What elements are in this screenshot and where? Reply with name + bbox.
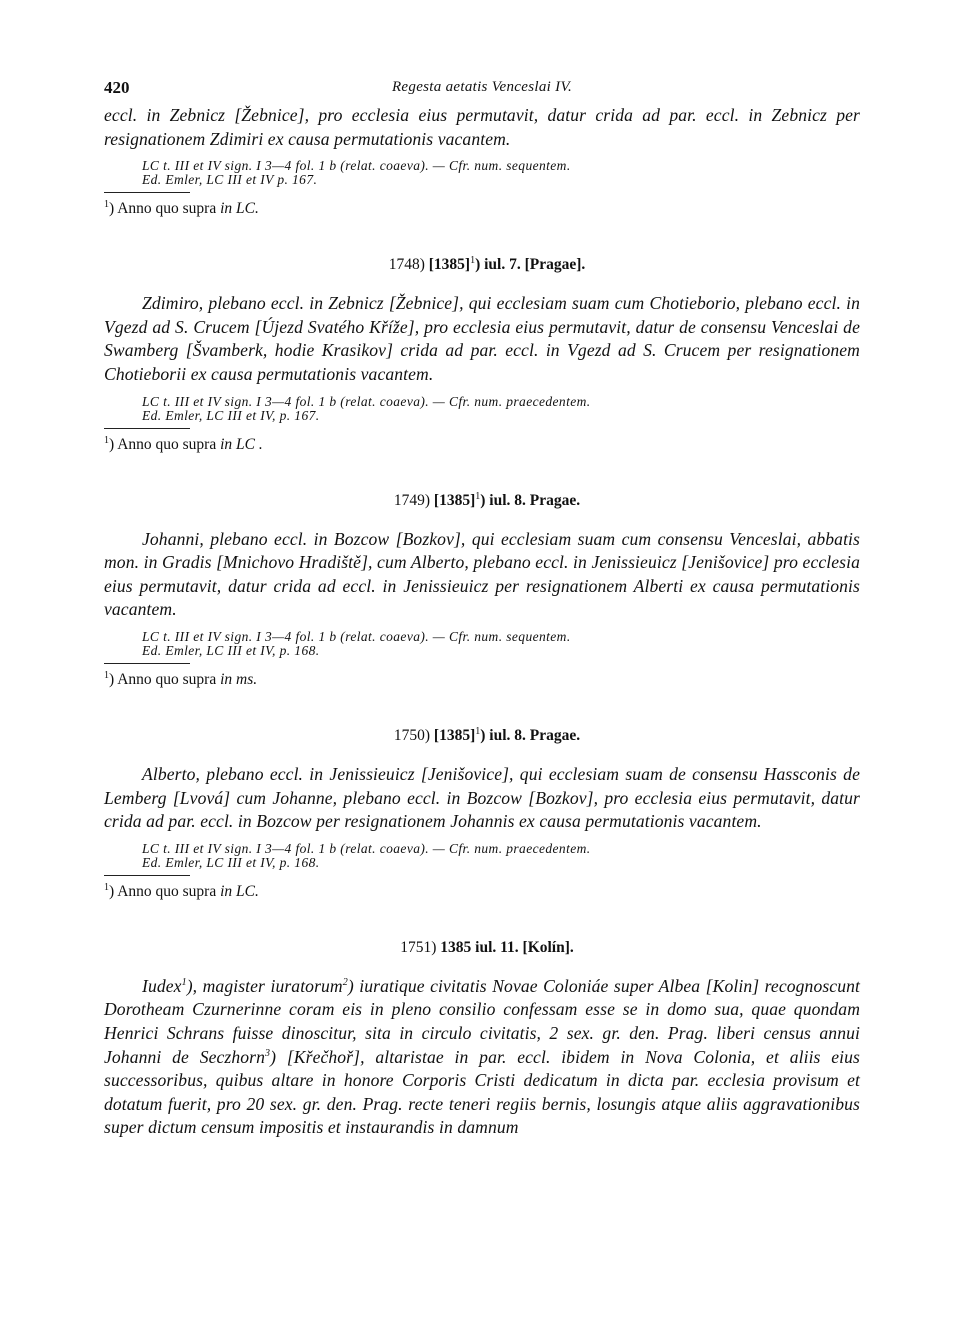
- entry-number: 1748): [388, 256, 425, 274]
- source-line-2: Ed. Emler, LC III et IV, p. 168.: [142, 854, 320, 870]
- footnote-source: in ms.: [220, 670, 258, 688]
- footnote: $^1$) Anno quo supra in LC .: [104, 434, 263, 453]
- entry-sup: 1: [475, 725, 481, 737]
- footnote: $^1$) Anno quo supra in LC.: [104, 881, 259, 900]
- source-citation: [142, 159, 860, 187]
- entry-heading: [104, 727, 860, 745]
- footnote-marker: 1: [104, 199, 109, 211]
- entry-date: 1385 iul. 11.: [440, 938, 519, 956]
- running-title: Regesta aetatis Venceslai IV.: [391, 79, 573, 95]
- entry-place: [Kolín].: [522, 938, 574, 956]
- source-line-1: LC t. III et IV sign. I 3—4 fol. 1 b (relat. coaeva). — Cfr. num. sequentem.: [142, 158, 571, 174]
- source-line-2: Ed. Emler, LC III et IV, p. 167.: [142, 407, 320, 423]
- entry-heading: [104, 939, 860, 957]
- footnote-source: in LC .: [220, 435, 263, 453]
- entry-year: [1385]: [433, 726, 476, 744]
- entry-text-part-3: ) iuratique civitatis Novae Coloniáe super Albea [Kolin] recognoscunt Dorotheam Czurnerinne coram eis in pleno consilio confessam esse se in domo sua, quae quondam Henrici Schrans fuisse dinoscitur, sita in circulo civitatis, 2 sex. gr. den. Prag. liberi census annui Johanni de Seczhorn: [104, 975, 860, 1067]
- footnote-text: Anno quo supra: [117, 670, 217, 688]
- footnote-rule: [104, 428, 190, 429]
- footnote-text: Anno quo supra: [117, 882, 217, 900]
- page-header: [104, 78, 860, 104]
- entry-number: 1751): [400, 938, 437, 956]
- footnote-marker: 1: [104, 881, 109, 893]
- entry-date: ) iul. 8.: [480, 726, 526, 744]
- entry-number: 1750): [393, 726, 431, 744]
- source-line-1: LC t. III et IV sign. I 3—4 fol. 1 b (relat. coaeva). — Cfr. num. sequentem.: [142, 628, 571, 644]
- entry-place: [Pragae].: [524, 256, 586, 274]
- entry-text: [104, 975, 860, 1140]
- entry-1748: [104, 256, 860, 453]
- entry-heading: [104, 492, 860, 510]
- source-line-1: LC t. III et IV sign. I 3—4 fol. 1 b (relat. coaeva). — Cfr. num. praecedentem.: [142, 840, 591, 856]
- entry-text: Zdimiro, plebano eccl. in Zebnicz [Žebnice], qui ecclesiam suam cum Chotieborio, plebano eccl. in Vgezd ad S. Crucem [Újezd Svatého Kříže], pro ecclesia eius permutavit, datur de consensu Venceslai de Swamberg [Švamberk, hodie Krasikov] crida ad par. eccl. in Vgezd ad S. Crucem per resignationem Chotieborii ex causa permutationis vacantem.: [104, 293, 860, 384]
- source-citation: [142, 842, 860, 870]
- footnote-ref-2: 2: [342, 976, 348, 988]
- entry-1751: [104, 939, 860, 1140]
- entry-year: [1385]: [428, 256, 471, 274]
- entry-place: Pragae.: [529, 491, 581, 509]
- entry-text-part-1: Iudex: [142, 975, 182, 996]
- footnote-rule: [104, 875, 190, 876]
- entry-date: ) iul. 8.: [480, 491, 526, 509]
- footnote-text: Anno quo supra: [117, 200, 217, 218]
- entry-year: [1385]: [433, 491, 476, 509]
- footnote-rule: [104, 663, 190, 664]
- entry-text: Johanni, plebano eccl. in Bozcow [Bozkov], qui ecclesiam suam cum consensu Venceslai, abbatis mon. in Gradis [Mnichovo Hradiště], cum Alberto, plebano eccl. in Jenissieuicz [Jenišovice] pro ecclesia eius permutavit, datur crida ad eccl. in Jenissieuicz per resignationem Alberti ex causa permutationis vacantem.: [104, 528, 860, 620]
- page-number: 420: [104, 78, 130, 97]
- footnote-ref-1: 1: [181, 976, 187, 988]
- continuation-block: [104, 104, 860, 218]
- entry-text: Alberto, plebano eccl. in Jenissieuicz [Jenišovice], qui ecclesiam suam de consensu Hassconis de Lemberg [Lvová] cum Johanne, plebano eccl. in Bozcow [Bozkov], pro ecclesia eius permutavit, datur crida ad par. eccl. in Bozcow per resignationem Johannis ex causa permutationis vacantem.: [104, 763, 860, 832]
- entry-number: 1749): [393, 491, 431, 509]
- footnote-ref-3: 3: [265, 1047, 271, 1059]
- source-citation: [142, 395, 860, 423]
- entry-place: Pragae.: [529, 726, 581, 744]
- entry-date: ) iul. 7.: [475, 256, 521, 274]
- source-line-2: Ed. Emler, LC III et IV p. 167.: [142, 172, 318, 188]
- page: [104, 78, 860, 1140]
- entry-1750: [104, 727, 860, 901]
- footnote-source: in LC.: [220, 882, 259, 900]
- footnote: $^1$) Anno quo supra in LC.: [104, 199, 259, 218]
- footnote-source: in LC.: [220, 200, 259, 218]
- source-line-2: Ed. Emler, LC III et IV, p. 168.: [142, 642, 320, 658]
- entry-text-part-2: ), magister iuratorum: [186, 975, 343, 996]
- entry-1749: [104, 492, 860, 689]
- continuation-text: eccl. in Zebnicz [Žebnice], pro ecclesia eius permutavit, datur crida ad par. eccl. in Zebnicz per resignationem Zdimiri ex causa permutationis vacantem.: [104, 105, 860, 149]
- footnote: $^1$) Anno quo supra in ms.: [104, 669, 258, 688]
- footnote-rule: [104, 192, 190, 193]
- entry-sup: 1: [470, 255, 476, 267]
- entry-sup: 1: [475, 490, 481, 502]
- footnote-marker: 1: [104, 434, 109, 446]
- footnote-text: Anno quo supra: [117, 435, 217, 453]
- entry-heading: [104, 256, 860, 274]
- footnote-marker: 1: [104, 669, 109, 681]
- entry-text-part-4: ) [Křečhoř], altaristae in par. eccl. ibidem in Nova Colonia, et aliis eius successoribus, quibus altare in honore Corporis Cristi dedicatum in dicta par. ecclesia provisum et dotatum fuerit, pro 20 sex. gr. den. Prag. recte teneri regiis bernis, losungis atque aliis aggravationibus super dictum censum impositis et instaurandis in damnum: [104, 1046, 860, 1138]
- source-line-1: LC t. III et IV sign. I 3—4 fol. 1 b (relat. coaeva). — Cfr. num. praecedentem.: [142, 393, 591, 409]
- source-citation: [142, 630, 860, 658]
